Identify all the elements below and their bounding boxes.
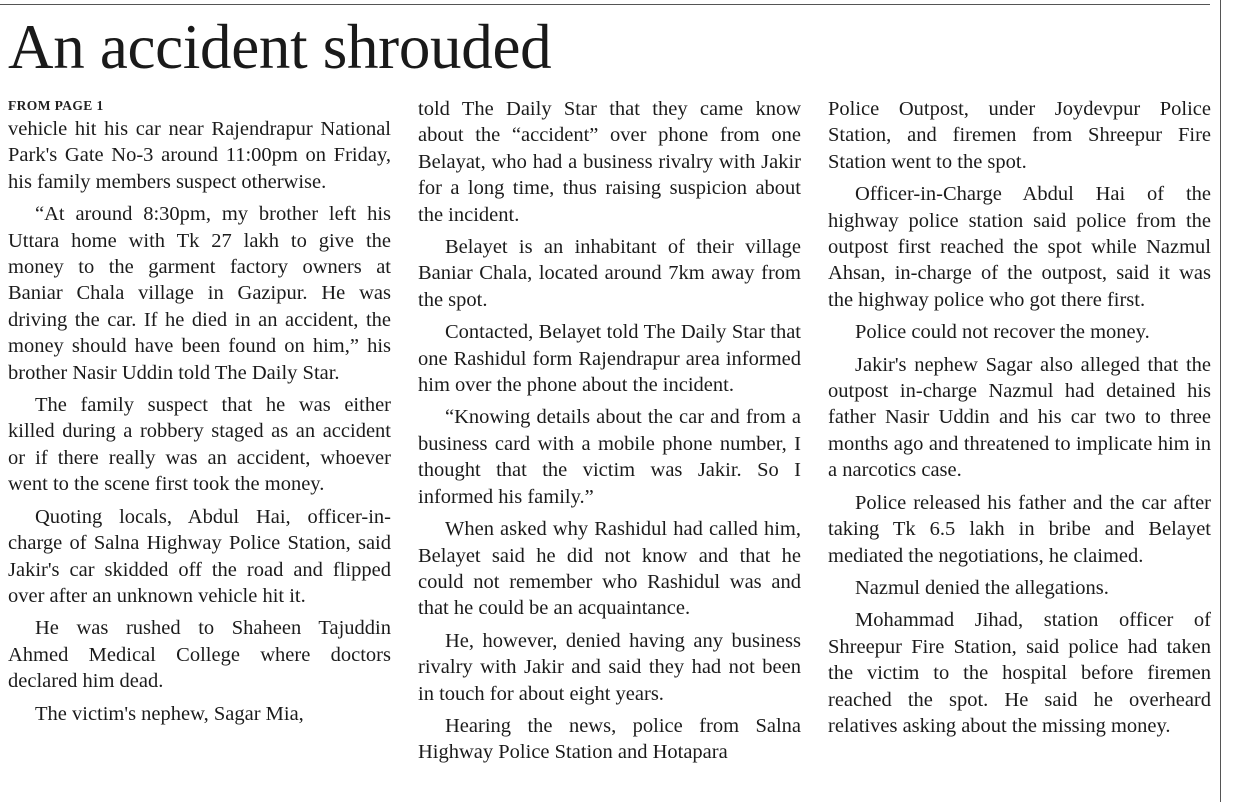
paragraph: Mohammad Jihad, station officer of Shreepur Fire Station, said police had taken the victim to the hospital before firemen reached the spot. He said he overheard relatives asking about the missing money. [828,609,1211,737]
paragraph: “Knowing details about the car and from a business card with a mobile phone number, I thought that the victim was Jakir. So I informed his family.” [418,406,801,508]
paragraph: Jakir's nephew Sagar also alleged that the outpost in-charge Nazmul had detained his father Nasir Uddin and his car two to three months ago and threatened to implicate him in a narcotics case. [828,353,1211,482]
paragraph: Police Outpost, under Joydevpur Police Station, and firemen from Shreepur Fire Station went to the spot. [828,98,1211,173]
headline: An accident shrouded [8,12,552,82]
paragraph: He, however, denied having any business rivalry with Jakir and said they had not been in touch for about eight years. [418,629,801,705]
paragraph: Police could not recover the money. [855,321,1150,344]
top-rule [0,4,1210,5]
paragraph: Hearing the news, police from Salna Highway Police Station and Hotapara [418,714,801,764]
paragraph: Police released his father and the car after taking Tk 6.5 lakh in bribe and Belayet mediated the negotiations, he claimed. [828,491,1211,567]
jump-kicker: FROM PAGE 1 [8,98,104,113]
article-column-2 [418,96,801,801]
paragraph: He was rushed to Shaheen Tajuddin Ahmed Medical College where doctors declared him dead. [8,617,391,693]
article-column-3 [828,96,1211,801]
paragraph: Nazmul denied the allegations. [855,576,1109,599]
paragraph: Contacted, Belayet told The Daily Star that one Rashidul form Rajendrapur area informed him over the phone about the incident. [418,321,801,397]
paragraph: vehicle hit his car near Rajendrapur National Park's Gate No-3 around 11:00pm on Friday, his family members suspect otherwise. [8,118,391,193]
paragraph: “At around 8:30pm, my brother left his Uttara home with Tk 27 lakh to give the money to the garment factory owners at Baniar Chala village in Gazipur. He was driving the car. If he died in an accident, the money should have been found on him,” his brother Nasir Uddin told The Daily Star. [8,203,391,384]
column-divider-rule [1220,0,1221,802]
paragraph: Quoting locals, Abdul Hai, officer-in-charge of Salna Highway Police Station, said Jakir's car skidded off the road and flipped over after an unknown vehicle hit it. [8,505,391,607]
article-column-1 [8,96,391,801]
paragraph: told The Daily Star that they came know about the “accident” over phone from one Belayat, who had a business rivalry with Jakir for a long time, thus raising suspicion about the incident. [418,98,801,226]
paragraph: Officer-in-Charge Abdul Hai of the highway police station said police from the outpost first reached the spot while Nazmul Ahsan, in-charge of the outpost, said it was the highway police who got there first. [828,183,1211,311]
paragraph: The victim's nephew, Sagar Mia, [35,702,304,725]
paragraph: When asked why Rashidul had called him, Belayet said he did not know and that he could not remember who Rashidul was and that he could be an acquaintance. [418,518,801,620]
paragraph: The family suspect that he was either killed during a robbery staged as an accident or if there really was an accident, whoever went to the scene first took the money. [8,394,391,496]
paragraph: Belayet is an inhabitant of their village Baniar Chala, located around 7km away from the spot. [418,236,801,311]
